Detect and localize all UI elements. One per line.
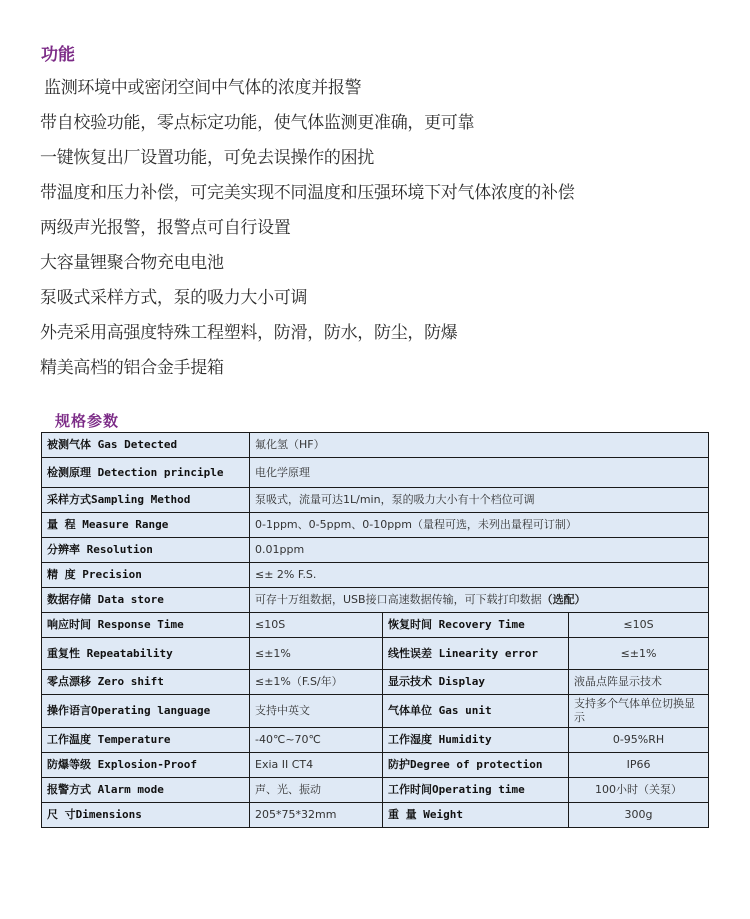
spec-value: 支持中英文 bbox=[250, 695, 383, 728]
spec-value-text: 可存十万组数据，USB接口高速数据传输，可下载打印数据 bbox=[255, 593, 542, 606]
spec-label: 检测原理 Detection principle bbox=[42, 458, 250, 488]
spec-value: IP66 bbox=[569, 753, 709, 778]
spec-label: 报警方式 Alarm mode bbox=[42, 778, 250, 803]
spec-value: ≤±1% bbox=[569, 638, 709, 670]
spec-value: ≤10S bbox=[569, 613, 709, 638]
feature-item: 带温度和压力补偿，可完美实现不同温度和压强环境下对气体浓度的补偿 bbox=[40, 183, 575, 203]
spec-label: 线性误差 Linearity error bbox=[383, 638, 569, 670]
table-row bbox=[42, 728, 709, 753]
features-title: 功能 bbox=[41, 45, 75, 65]
table-row bbox=[42, 753, 709, 778]
spec-value: 液晶点阵显示技术 bbox=[569, 670, 709, 695]
optional-badge: （选配） bbox=[541, 593, 586, 606]
spec-label: 显示技术 Display bbox=[383, 670, 569, 695]
table-row bbox=[42, 613, 709, 638]
feature-list bbox=[40, 76, 574, 391]
spec-value: 205*75*32mm bbox=[250, 803, 383, 828]
spec-label: 响应时间 Response Time bbox=[42, 613, 250, 638]
table-row bbox=[42, 538, 709, 563]
feature-item: 带自校验功能，零点标定功能，使气体监测更准确，更可靠 bbox=[40, 113, 475, 133]
table-row bbox=[42, 670, 709, 695]
spec-title: 规格参数 bbox=[55, 412, 120, 430]
spec-label: 气体单位 Gas unit bbox=[383, 695, 569, 728]
spec-value: 0.01ppm bbox=[250, 538, 709, 563]
table-row bbox=[42, 638, 709, 670]
table-row bbox=[42, 563, 709, 588]
feature-item: 监测环境中或密闭空间中气体的浓度并报警 bbox=[44, 78, 362, 98]
spec-label: 数据存储 Data store bbox=[42, 588, 250, 613]
spec-value: ≤±1% bbox=[250, 638, 383, 670]
spec-table bbox=[41, 432, 709, 828]
table-row bbox=[42, 513, 709, 538]
spec-label: 重复性 Repeatability bbox=[42, 638, 250, 670]
spec-label: 防护Degree of protection bbox=[383, 753, 569, 778]
spec-label: 工作湿度 Humidity bbox=[383, 728, 569, 753]
spec-label: 尺 寸Dimensions bbox=[42, 803, 250, 828]
spec-value: 0-1ppm、0-5ppm、0-10ppm（量程可选，未列出量程可订制） bbox=[250, 513, 709, 538]
table-row bbox=[42, 433, 709, 458]
spec-label: 量 程 Measure Range bbox=[42, 513, 250, 538]
table-row bbox=[42, 803, 709, 828]
table-row bbox=[42, 695, 709, 728]
table-row bbox=[42, 588, 709, 613]
feature-item: 泵吸式采样方式，泵的吸力大小可调 bbox=[40, 288, 308, 308]
spec-value: 声、光、振动 bbox=[250, 778, 383, 803]
spec-value: -40℃~70℃ bbox=[250, 728, 383, 753]
spec-label: 恢复时间 Recovery Time bbox=[383, 613, 569, 638]
spec-label: 分辨率 Resolution bbox=[42, 538, 250, 563]
feature-item: 一键恢复出厂设置功能，可免去误操作的困扰 bbox=[40, 148, 374, 168]
spec-value bbox=[250, 588, 709, 613]
spec-value: 支持多个气体单位切换显示 bbox=[569, 695, 709, 728]
table-row bbox=[42, 778, 709, 803]
table-row bbox=[42, 488, 709, 513]
spec-value: Exia II CT4 bbox=[250, 753, 383, 778]
spec-label: 工作温度 Temperature bbox=[42, 728, 250, 753]
spec-label: 零点漂移 Zero shift bbox=[42, 670, 250, 695]
feature-item: 外壳采用高强度特殊工程塑料，防滑，防水，防尘，防爆 bbox=[40, 323, 458, 343]
spec-label: 防爆等级 Explosion-Proof bbox=[42, 753, 250, 778]
table-row bbox=[42, 458, 709, 488]
feature-item: 精美高档的铝合金手提箱 bbox=[40, 358, 224, 378]
spec-value: ≤±1%（F.S/年） bbox=[250, 670, 383, 695]
spec-label: 采样方式Sampling Method bbox=[42, 488, 250, 513]
spec-value: ≤± 2% F.S. bbox=[250, 563, 709, 588]
spec-label: 工作时间Operating time bbox=[383, 778, 569, 803]
feature-item: 两级声光报警，报警点可自行设置 bbox=[40, 218, 291, 238]
spec-value: 泵吸式，流量可达1L/min，泵的吸力大小有十个档位可调 bbox=[250, 488, 709, 513]
feature-item: 大容量锂聚合物充电电池 bbox=[40, 253, 224, 273]
spec-value: 100小时（关泵） bbox=[569, 778, 709, 803]
spec-value: ≤10S bbox=[250, 613, 383, 638]
spec-label: 被测气体 Gas Detected bbox=[42, 433, 250, 458]
spec-label: 操作语言Operating language bbox=[42, 695, 250, 728]
spec-label: 重 量 Weight bbox=[383, 803, 569, 828]
spec-label: 精 度 Precision bbox=[42, 563, 250, 588]
spec-value: 300g bbox=[569, 803, 709, 828]
spec-value: 电化学原理 bbox=[250, 458, 709, 488]
spec-value: 氟化氢（HF） bbox=[250, 433, 709, 458]
spec-value: 0-95%RH bbox=[569, 728, 709, 753]
